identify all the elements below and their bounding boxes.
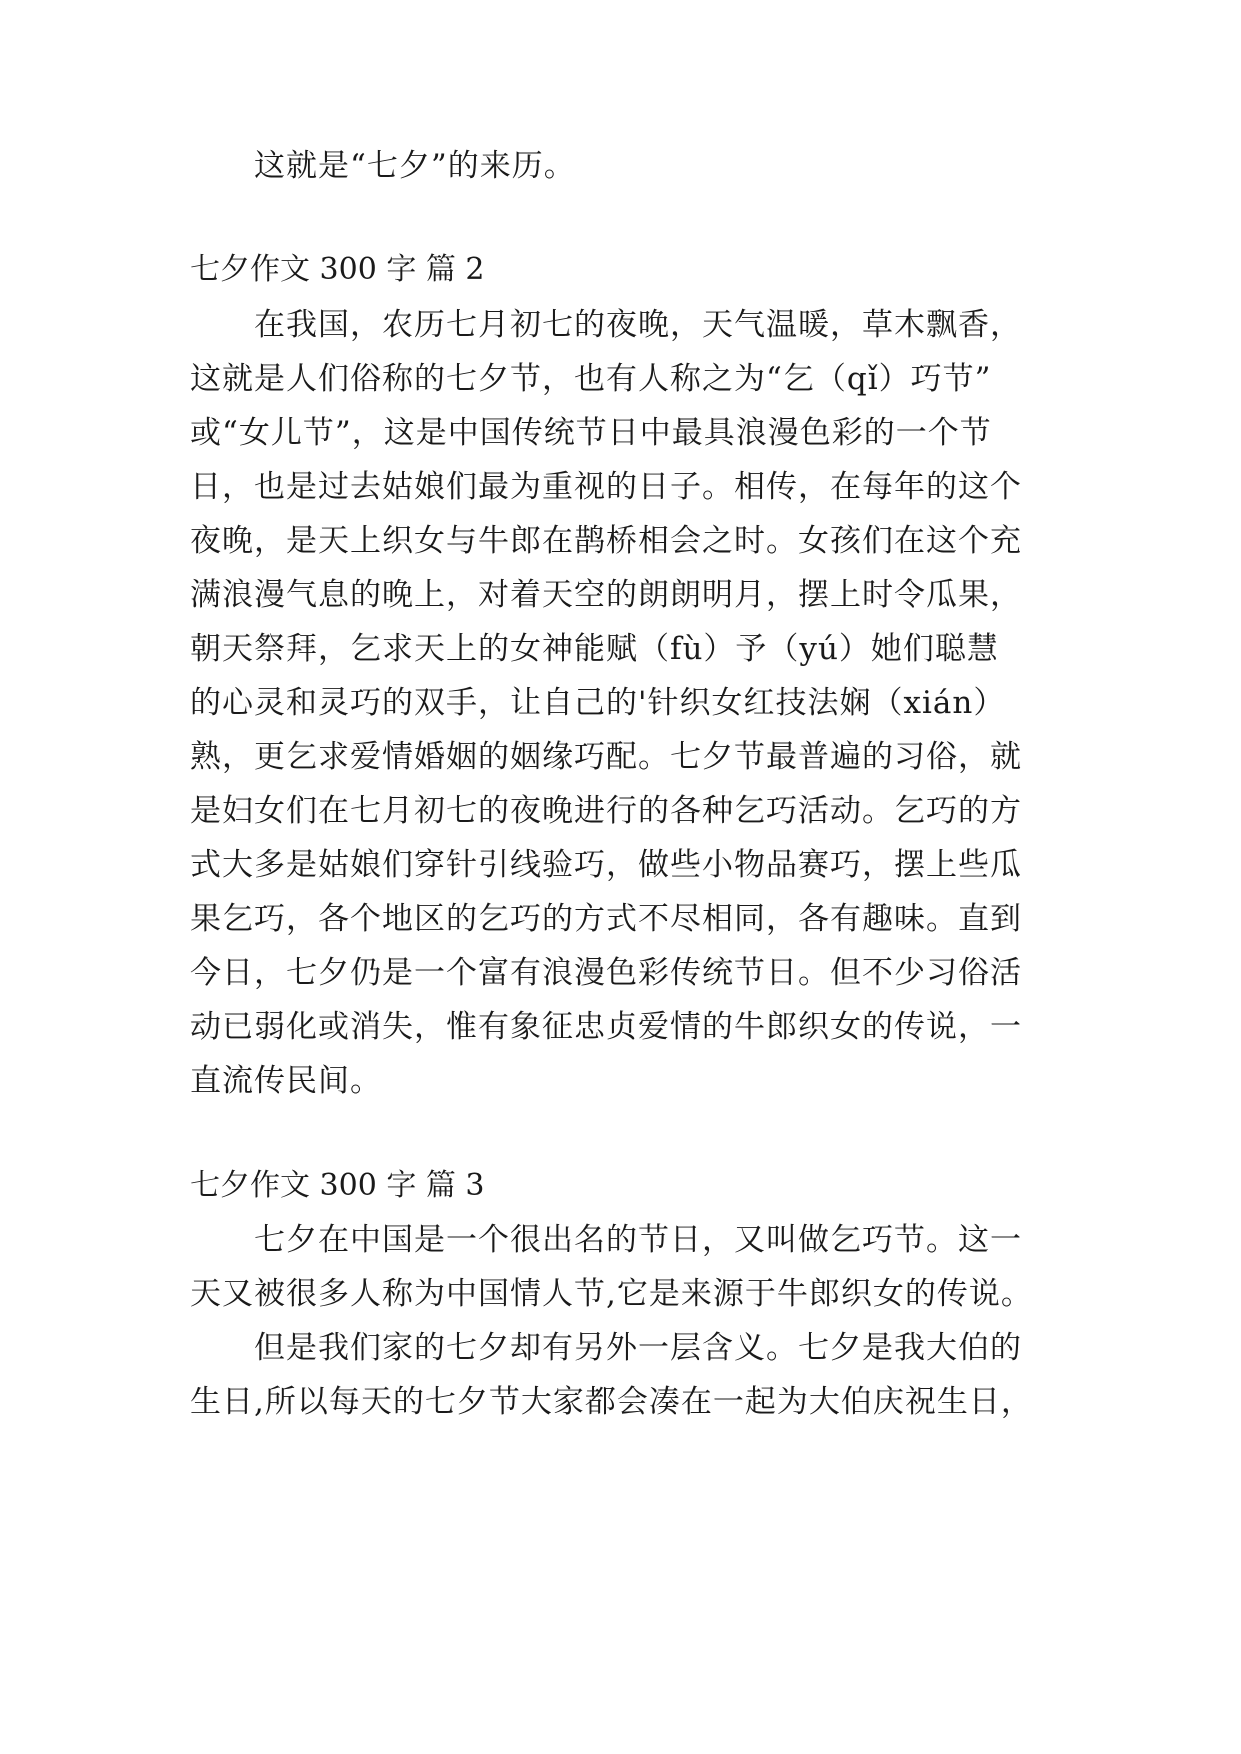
section-3-heading: 七夕作文 300 字 篇 3 xyxy=(190,1168,485,1203)
section-2-line-3: 或“女儿节”，这是中国传统节日中最具浪漫色彩的一个节 xyxy=(190,415,992,451)
section-2-line-10: 是妇女们在七月初七的夜晚进行的各种乞巧活动。乞巧的方 xyxy=(190,793,1022,829)
section-2-line-7: 朝天祭拜，乞求天上的女神能赋（fù）予（yú）她们聪慧 xyxy=(190,631,999,667)
section-2-line-14: 动已弱化或消失，惟有象征忠贞爱情的牛郎织女的传说，一 xyxy=(190,1009,1022,1045)
section-2-line-6: 满浪漫气息的晚上，对着天空的朗朗明月，摆上时令瓜果， xyxy=(190,577,1022,613)
section-2-line-12: 果乞巧，各个地区的乞巧的方式不尽相同，各有趣味。直到 xyxy=(190,901,1022,937)
section-2-line-9: 熟，更乞求爱情婚姻的姻缘巧配。七夕节最普遍的习俗，就 xyxy=(190,739,1022,775)
section-2-line-8: 的心灵和灵巧的双手，让自己的'针织女红技法娴（xián） xyxy=(190,685,1006,721)
section-2-line-4: 日，也是过去姑娘们最为重视的日子。相传，在每年的这个 xyxy=(190,469,1022,505)
intro-line: 这就是“七夕”的来历。 xyxy=(254,148,576,184)
section-3-line-4: 生日,所以每天的七夕节大家都会凑在一起为大伯庆祝生日， xyxy=(190,1384,1033,1420)
section-2-line-2: 这就是人们俗称的七夕节，也有人称之为“乞（qǐ）巧节” xyxy=(190,361,992,397)
section-3-line-3: 但是我们家的七夕却有另外一层含义。七夕是我大伯的 xyxy=(254,1330,1022,1366)
section-2-line-5: 夜晚，是天上织女与牛郎在鹊桥相会之时。女孩们在这个充 xyxy=(190,523,1022,559)
section-2-line-13: 今日，七夕仍是一个富有浪漫色彩传统节日。但不少习俗活 xyxy=(190,955,1022,991)
section-2-line-1: 在我国，农历七月初七的夜晚，天气温暖，草木飘香， xyxy=(254,307,1022,343)
section-3-line-1: 七夕在中国是一个很出名的节日，又叫做乞巧节。这一 xyxy=(254,1222,1022,1258)
section-3-line-2: 天又被很多人称为中国情人节,它是来源于牛郎织女的传说。 xyxy=(190,1276,1033,1312)
section-2-line-11: 式大多是姑娘们穿针引线验巧，做些小物品赛巧，摆上些瓜 xyxy=(190,847,1022,883)
section-2-line-15: 直流传民间。 xyxy=(190,1063,382,1099)
section-2-heading: 七夕作文 300 字 篇 2 xyxy=(190,252,485,287)
